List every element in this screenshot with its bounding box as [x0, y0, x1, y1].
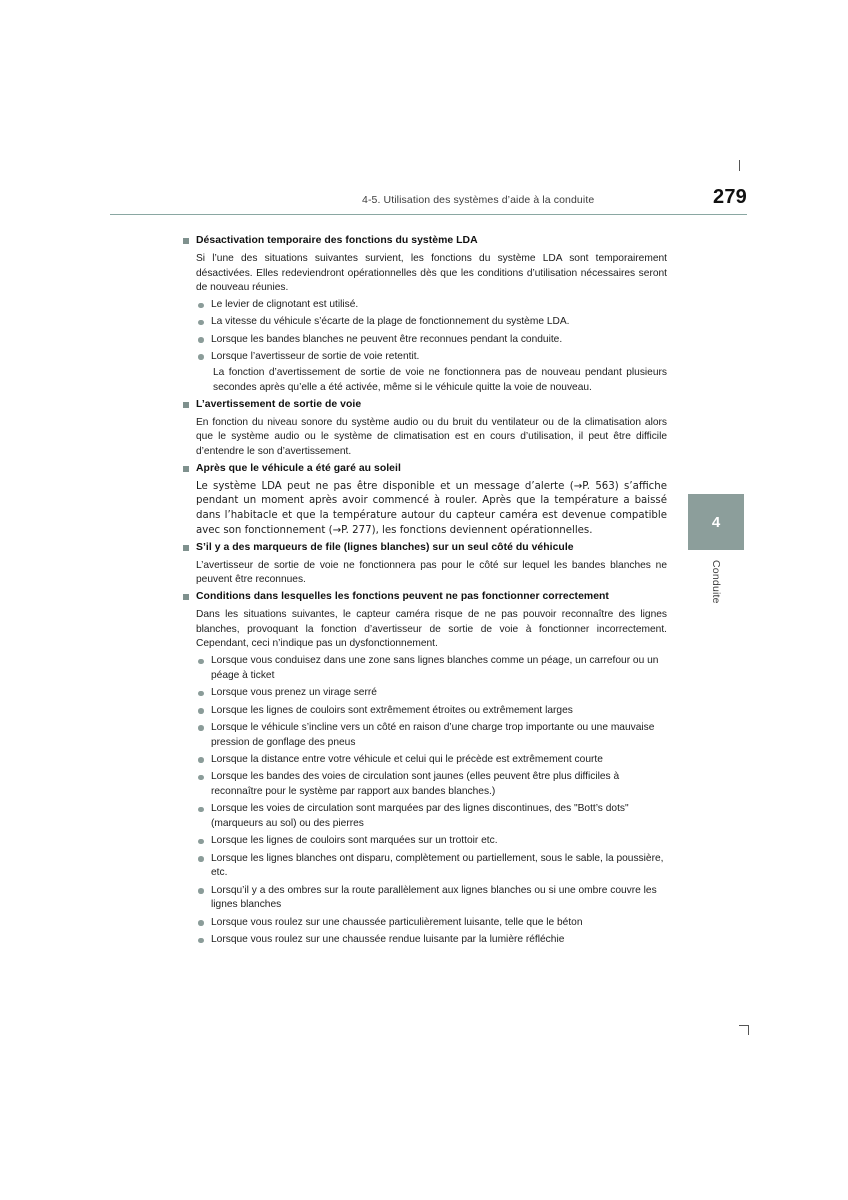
header-section-title: 4-5. Utilisation des systèmes d’aide à la conduite — [362, 194, 595, 206]
section-paragraph: En fonction du niveau sonore du système audio ou du bruit du ventilateur ou de la climatisation alors que le système audio ou le système de climatisation est en cours d’utilisation, il peut être difficile d’entendre le son d’avertissement. — [196, 416, 667, 458]
section-block — [183, 590, 667, 948]
list-item — [196, 721, 667, 751]
list-item-text: Lorsque vous prenez un virage serré — [211, 687, 377, 699]
round-bullet-icon — [198, 856, 204, 862]
round-bullet-icon — [198, 938, 204, 944]
list-item-text: Lorsqu’il y a des ombres sur la route parallèlement aux lignes blanches ou si une ombre couvre les lignes blanches — [211, 884, 657, 911]
list-item-subtext: La fonction d’avertissement de sortie de voie ne fonctionnera pas de nouveau pendant plusieurs secondes après qu’elle a été activée, même si le véhicule quitte la voie de nouveau. — [213, 366, 667, 393]
section-heading — [183, 398, 667, 413]
square-bullet-icon — [183, 402, 189, 408]
header-divider — [110, 214, 747, 215]
section-block — [183, 398, 667, 460]
list-item-text: Lorsque les bandes des voies de circulation sont jaunes (elles peuvent être plus difficiles à reconnaître pour le système par rapport aux bandes blanches.) — [211, 771, 620, 797]
round-bullet-icon — [198, 888, 204, 894]
list-item-text: La vitesse du véhicule s’écarte de la plage de fonctionnement du système LDA. — [211, 316, 570, 328]
page-content — [183, 234, 667, 950]
section-block — [183, 234, 667, 395]
section-heading-text: Après que le véhicule a été garé au soleil — [196, 462, 401, 474]
list-item-text: Lorsque l’avertisseur de sortie de voie retentit. — [211, 350, 420, 362]
square-bullet-icon — [183, 466, 189, 472]
bullet-list — [183, 654, 667, 948]
list-item — [196, 770, 667, 800]
section-heading-text: L’avertissement de sortie de voie — [196, 398, 362, 410]
list-item-text: Lorsque les voies de circulation sont marquées par des lignes discontinues, des "Bott’s dots" (marqueurs au sol) ou des pierres — [211, 803, 629, 830]
square-bullet-icon — [183, 238, 189, 244]
list-item — [196, 686, 667, 701]
list-item — [196, 704, 667, 719]
list-item-text: Lorsque vous roulez sur une chaussée particulièrement luisante, telle que le béton — [211, 916, 583, 928]
chapter-tab — [688, 494, 744, 550]
list-item-text: Lorsque les lignes blanches ont disparu, complètement ou partiellement, sous le sable, la poussière, etc. — [211, 852, 664, 879]
list-item-text: Lorsque la distance entre votre véhicule et celui qui le précède est extrêmement courte — [211, 753, 603, 765]
list-item-text: Le levier de clignotant est utilisé. — [211, 299, 359, 311]
round-bullet-icon — [198, 725, 204, 731]
square-bullet-icon — [183, 594, 189, 600]
list-item — [196, 753, 667, 768]
section-heading-text: Désactivation temporaire des fonctions du système LDA — [196, 235, 478, 246]
round-bullet-icon — [198, 757, 204, 763]
round-bullet-icon — [198, 807, 204, 813]
bullet-list — [183, 298, 667, 395]
chapter-tab-label-wrap — [688, 560, 744, 607]
list-item-text: Lorsque vous roulez sur une chaussée rendue luisante par la lumière réfléchie — [211, 934, 565, 946]
list-item — [196, 298, 667, 313]
round-bullet-icon — [198, 303, 204, 309]
list-item-text: Lorsque les bandes blanches ne peuvent être reconnues pendant la conduite. — [211, 333, 563, 345]
round-bullet-icon — [198, 337, 204, 343]
list-item — [196, 834, 667, 849]
list-item — [196, 933, 667, 948]
section-heading — [183, 462, 667, 477]
section-heading — [183, 541, 667, 556]
round-bullet-icon — [198, 839, 204, 845]
page-header — [110, 186, 747, 209]
list-item — [196, 654, 667, 684]
section-block — [183, 541, 667, 588]
section-paragraph: L’avertisseur de sortie de voie ne fonctionnera pas pour le côté sur lequel les bandes blanches ne peuvent être reconnues. — [196, 559, 667, 586]
section-paragraph: Le système LDA peut ne pas être disponible et un message d’alerte (→P. 563) s’affiche pendant un moment après avoir commencé à rouler. Après que la température a baissé dans l’habitacle et que la température autour du capteur caméra est devenue compatible avec son fonctionnement (→P. 277), les fonctions deviennent opérationnelles. — [196, 480, 667, 537]
list-item — [196, 802, 667, 832]
square-bullet-icon — [183, 545, 189, 551]
list-item — [196, 350, 667, 395]
list-item — [196, 884, 667, 914]
list-item-text: Lorsque les lignes de couloirs sont marquées sur un trottoir etc. — [211, 835, 498, 847]
section-heading-text: S’il y a des marqueurs de file (lignes blanches) sur un seul côté du véhicule — [196, 541, 574, 553]
round-bullet-icon — [198, 708, 204, 714]
round-bullet-icon — [198, 354, 204, 360]
list-item-text: Lorsque le véhicule s’incline vers un côté en raison d’une charge trop importante ou une mauvaise pression de gonflage des pneus — [211, 721, 655, 748]
crop-mark-top-right — [739, 160, 740, 171]
page-number: 279 — [713, 186, 747, 208]
list-item-text: Lorsque les lignes de couloirs sont extrêmement étroites ou extrêmement larges — [211, 704, 573, 716]
round-bullet-icon — [198, 775, 204, 781]
section-heading — [183, 234, 667, 249]
chapter-tab-label: Conduite — [710, 560, 722, 604]
list-item — [196, 315, 667, 330]
round-bullet-icon — [198, 320, 204, 326]
list-item-text: Lorsque vous conduisez dans une zone sans lignes blanches comme un péage, un carrefour ou un péage à ticket — [211, 655, 659, 682]
list-item — [196, 916, 667, 931]
list-item — [196, 852, 667, 882]
round-bullet-icon — [198, 691, 204, 697]
section-heading-text: Conditions dans lesquelles les fonctions peuvent ne pas fonctionner correctement — [196, 591, 609, 603]
list-item — [196, 333, 667, 348]
section-paragraph: Dans les situations suivantes, le capteur caméra risque de ne pas pouvoir reconnaître des lignes blanches, provoquant la fonction d’avertisseur de sortie de voie à fonctionner incorrectement. Cependant, ceci n’indique pas un dysfonctionnement. — [196, 608, 667, 650]
section-paragraph: Si l’une des situations suivantes survient, les fonctions du système LDA sont temporairement désactivées. Elles redeviendront opérationnelles dès que les conditions d’utilisation nécessaires seront de nouveau réunies. — [196, 252, 667, 294]
crop-mark-bottom-right — [739, 1025, 749, 1035]
section-block — [183, 462, 667, 539]
section-heading — [183, 590, 667, 605]
chapter-tab-number: 4 — [711, 513, 721, 531]
round-bullet-icon — [198, 920, 204, 926]
round-bullet-icon — [198, 659, 204, 665]
